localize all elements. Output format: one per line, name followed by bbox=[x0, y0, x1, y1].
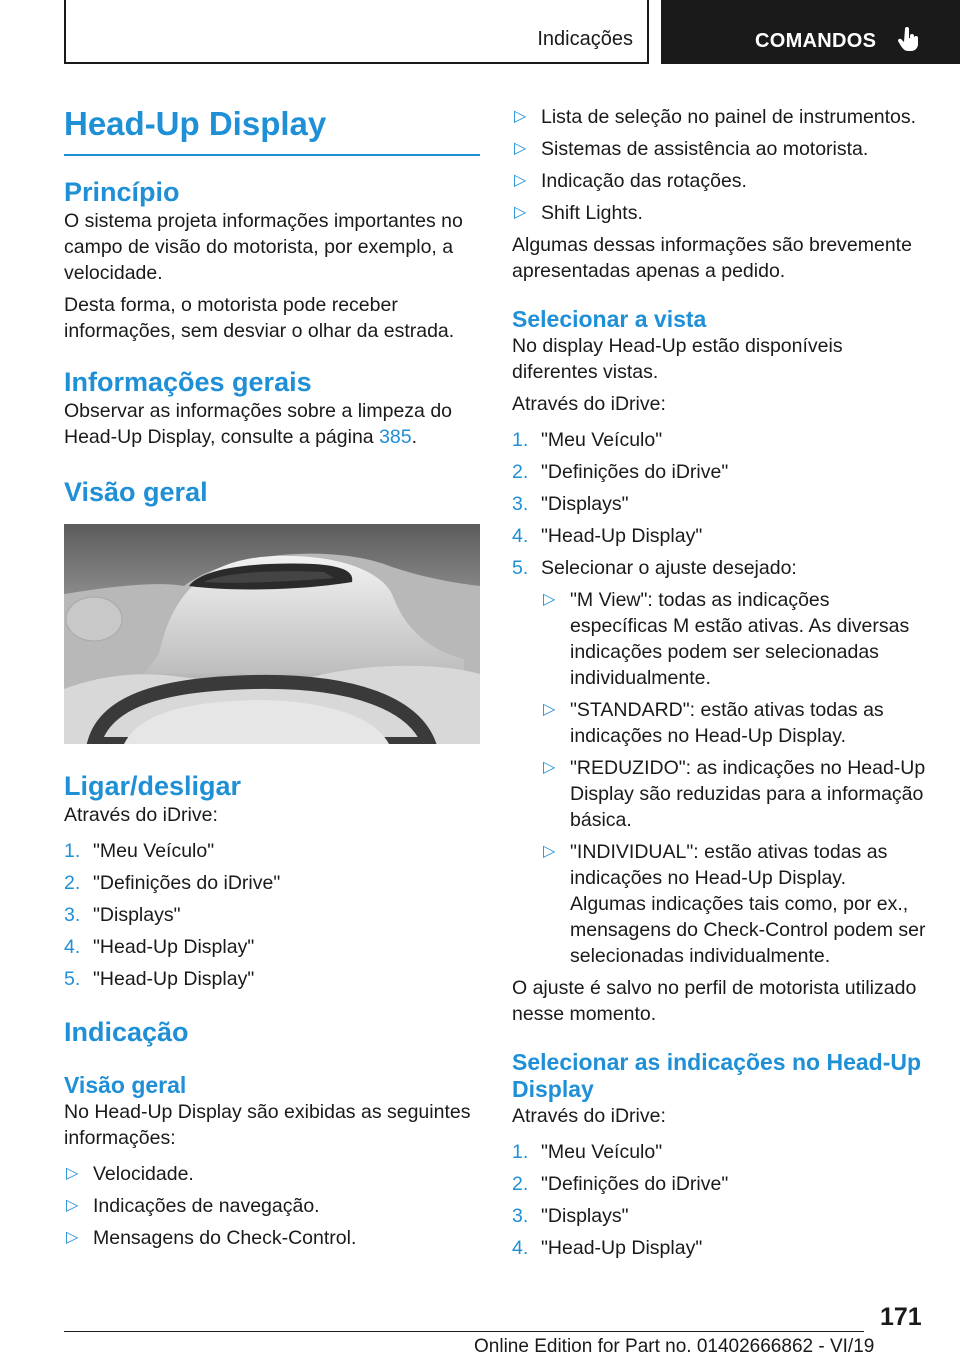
list-item: 5. Selecionar o ajuste desejado: ▷ "M View": todas as indicações específicas M estão ativas. As diversas indicações podem ser selecionadas individualmente. ▷ "STANDARD": estão ativas todas as indicações no Head-Up Display. ▷ "REDUZIDO": as indicações no Head-Up Display são reduzidas para a informação básica. ▷ "INDIVIDUAL": estão ativas todas as indicações no Head-Up Display. Algumas indicações tais como, por ex., mensagens do Check-Control podem ser selecionadas individualmente. bbox=[512, 557, 926, 967]
indication-items bbox=[64, 1161, 480, 1251]
overview-heading: Visão geral bbox=[64, 477, 208, 507]
triangle-bullet-icon: ▷ bbox=[514, 108, 527, 125]
head-up-display-photo bbox=[64, 524, 480, 744]
list-item: 2. "Definições do iDrive" bbox=[512, 1173, 729, 1195]
footer-divider bbox=[64, 1331, 864, 1332]
triangle-bullet-icon: ▷ bbox=[66, 1197, 79, 1214]
indication-heading: Indicação bbox=[64, 1017, 189, 1047]
principle-text-2: Desta forma, o motorista pode receber informações, sem desviar o olhar da estrada. bbox=[64, 294, 455, 342]
general-info-text bbox=[64, 398, 480, 450]
list-item: 3. "Displays" bbox=[64, 904, 181, 926]
title-underline bbox=[64, 154, 480, 156]
triangle-bullet-icon: ▷ bbox=[514, 204, 527, 221]
list-item: ▷ Velocidade. bbox=[66, 1163, 194, 1185]
select-view-steps bbox=[512, 427, 926, 969]
list-item: ▷ Mensagens do Check-Control. bbox=[66, 1227, 357, 1249]
triangle-bullet-icon: ▷ bbox=[66, 1229, 79, 1246]
select-indications-intro: Através do iDrive: bbox=[512, 1105, 666, 1127]
on-off-intro: Através do iDrive: bbox=[64, 804, 218, 826]
list-item: 1. "Meu Veículo" bbox=[64, 840, 215, 862]
list-item: ▷ "INDIVIDUAL": estão ativas todas as indicações no Head-Up Display. Algumas indicações tais como, por ex., mensagens do Check-Control podem ser selecionadas individualmente. bbox=[543, 841, 926, 967]
triangle-bullet-icon: ▷ bbox=[66, 1165, 79, 1182]
left-column bbox=[64, 96, 480, 1257]
on-demand-note: Algumas dessas informações são brevemente apresentadas apenas a pedido. bbox=[512, 234, 912, 282]
section-title: Indicações bbox=[537, 28, 633, 50]
principle-text-1: O sistema projeta informações importantes no campo de visão do motorista, por exemplo, a velocidade. bbox=[64, 210, 463, 284]
list-item: 2. "Definições do iDrive" bbox=[512, 461, 729, 483]
chapter-tab-label: COMANDOS bbox=[755, 30, 877, 52]
general-info-heading: Informações gerais bbox=[64, 367, 312, 397]
on-off-steps bbox=[64, 838, 480, 992]
indication-overview-subheading: Visão geral bbox=[64, 1072, 187, 1098]
list-item: 4. "Head-Up Display" bbox=[512, 1237, 703, 1259]
list-item: ▷ Indicação das rotações. bbox=[514, 170, 747, 192]
indication-items-continued bbox=[512, 104, 926, 226]
header-frame bbox=[64, 0, 649, 64]
list-item: ▷ Lista de seleção no painel de instrumentos. bbox=[514, 106, 917, 128]
select-view-intro: Através do iDrive: bbox=[512, 393, 666, 415]
list-item: ▷ Sistemas de assistência ao motorista. bbox=[514, 138, 869, 160]
triangle-bullet-icon: ▷ bbox=[543, 701, 556, 718]
on-off-heading: Ligar/desligar bbox=[64, 771, 242, 801]
pointing-hand-icon bbox=[897, 27, 921, 53]
chapter-tab bbox=[661, 0, 960, 64]
triangle-bullet-icon: ▷ bbox=[514, 140, 527, 157]
page-number: 171 bbox=[880, 1303, 922, 1331]
page-reference-link[interactable]: 385 bbox=[379, 426, 412, 448]
view-options bbox=[541, 587, 926, 969]
saved-profile-note: O ajuste é salvo no perfil de motorista utilizado nesse momento. bbox=[512, 977, 917, 1025]
list-item: 1. "Meu Veículo" bbox=[512, 1141, 663, 1163]
list-item: 3. "Displays" bbox=[512, 1205, 629, 1227]
select-indications-heading: Selecionar as indicações no Head-Up Display bbox=[512, 1049, 922, 1102]
list-item: 3. "Displays" bbox=[512, 493, 629, 515]
list-item: ▷ "STANDARD": estão ativas todas as indicações no Head-Up Display. bbox=[543, 699, 884, 747]
list-item: 4. "Head-Up Display" bbox=[512, 525, 703, 547]
triangle-bullet-icon: ▷ bbox=[514, 172, 527, 189]
list-item: 2. "Definições do iDrive" bbox=[64, 872, 281, 894]
general-info-body: Observar as informações sobre a limpeza do Head-Up Display, consulte a página bbox=[64, 400, 453, 448]
page-title: Head-Up Display bbox=[64, 105, 327, 142]
triangle-bullet-icon: ▷ bbox=[543, 591, 556, 608]
list-item: ▷ "M View": todas as indicações específicas M estão ativas. As diversas indicações podem ser selecionadas individualmente. bbox=[543, 589, 910, 689]
right-column bbox=[512, 104, 926, 1267]
triangle-bullet-icon: ▷ bbox=[543, 843, 556, 860]
select-view-text: No display Head-Up estão disponíveis diferentes vistas. bbox=[512, 335, 843, 383]
list-item: ▷ Shift Lights. bbox=[514, 202, 643, 224]
principle-heading: Princípio bbox=[64, 177, 180, 207]
select-view-heading: Selecionar a vista bbox=[512, 306, 707, 332]
list-item: 5. "Head-Up Display" bbox=[64, 968, 255, 990]
list-item: ▷ "REDUZIDO": as indicações no Head-Up Display são reduzidas para a informação básica. bbox=[543, 757, 926, 831]
edition-footer: Online Edition for Part no. 01402666862 - VI/19 bbox=[474, 1336, 875, 1357]
list-item: 1. "Meu Veículo" bbox=[512, 429, 663, 451]
select-indications-steps bbox=[512, 1139, 926, 1261]
triangle-bullet-icon: ▷ bbox=[543, 759, 556, 776]
indication-intro: No Head-Up Display são exibidas as seguintes informações: bbox=[64, 1101, 471, 1149]
general-info-suffix: . bbox=[411, 426, 418, 448]
list-item: 4. "Head-Up Display" bbox=[64, 936, 255, 958]
list-item: ▷ Indicações de navegação. bbox=[66, 1195, 320, 1217]
